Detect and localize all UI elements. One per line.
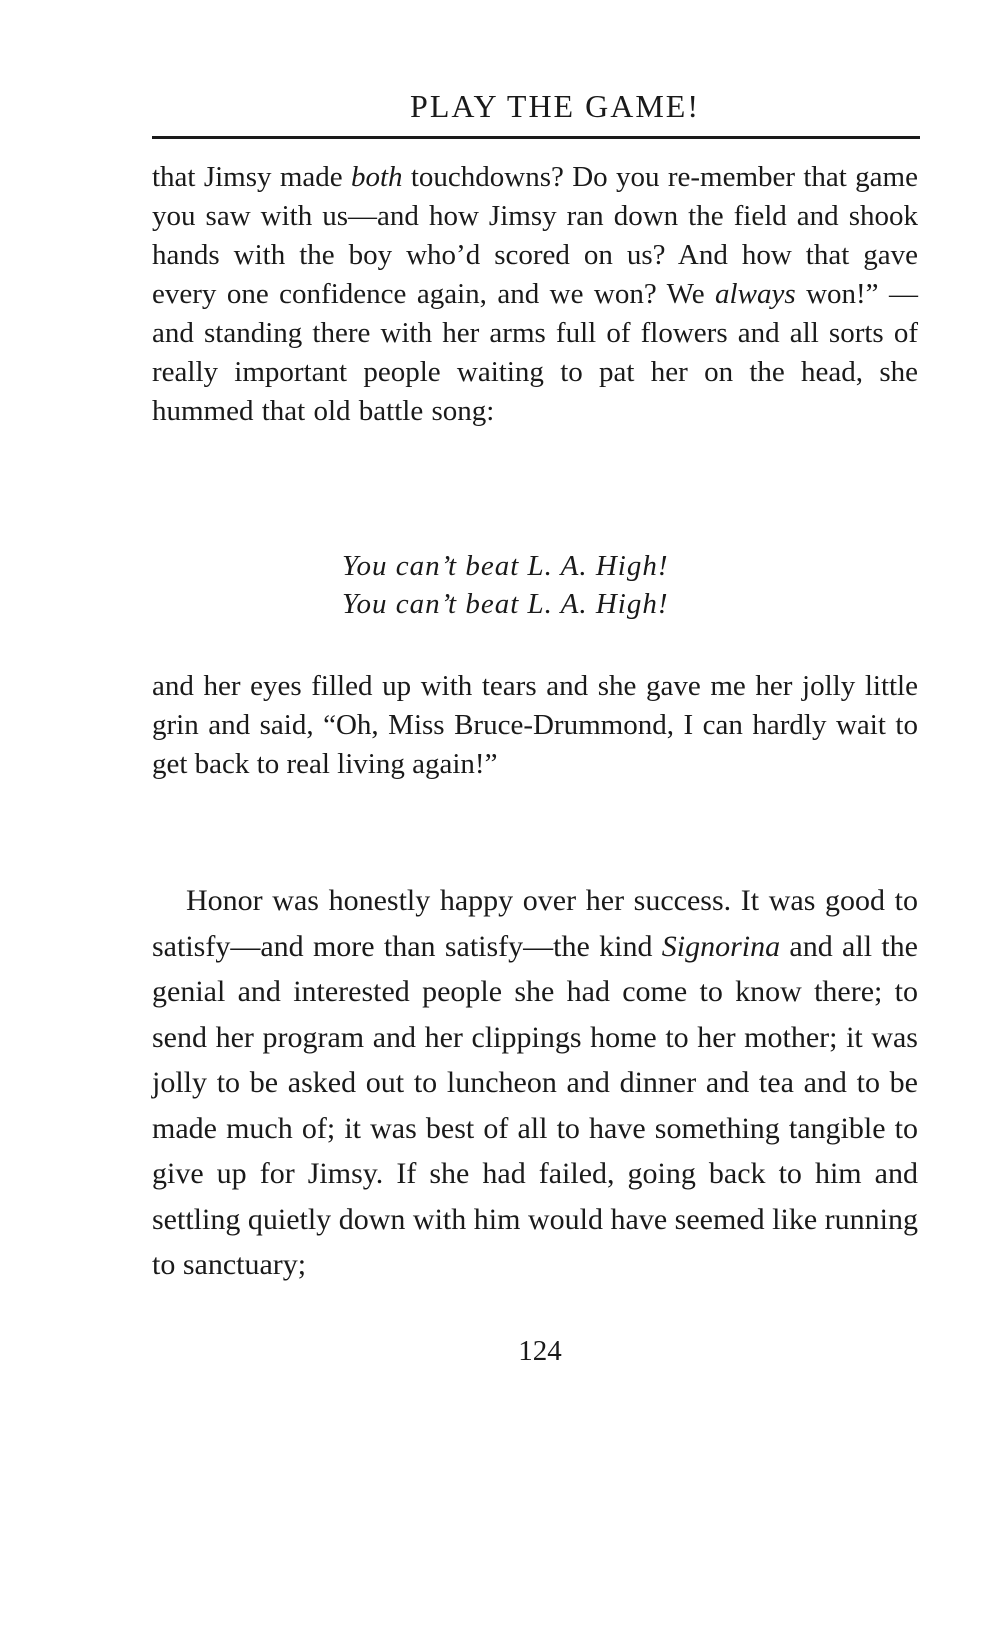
text-run: Honor was honestly happy over her success. It was good to satisfy—and more than satisfy—the kind bbox=[152, 884, 918, 963]
running-head: PLAY THE GAME! bbox=[410, 88, 700, 124]
text-run: that Jimsy made bbox=[152, 161, 351, 193]
paragraph-quote-continuation bbox=[152, 158, 918, 431]
emphasis-both: both bbox=[350, 161, 403, 193]
verse-line: You can’t beat L. A. High! bbox=[342, 588, 669, 620]
page-number: 124 bbox=[518, 1335, 562, 1367]
song-verse bbox=[342, 547, 669, 623]
emphasis-signorina: Signorina bbox=[661, 929, 781, 963]
text-run: won!” —and standing there with her arms full of flowers and all sorts of really important people waiting to pat her on the head, she hummed that old battle song: bbox=[152, 278, 918, 427]
paragraph-honor bbox=[152, 878, 918, 1288]
header-rule bbox=[152, 136, 920, 139]
text-run: touchdowns? Do you re-member that game you saw with us—and how Jimsy ran down the field and shook hands with the boy who’d scored on us? And how that gave every one confidence again, and we won? We bbox=[152, 161, 918, 310]
emphasis-always: always bbox=[715, 278, 796, 310]
text-run: and all the genial and interested people she had come to know there; to send her program and her clippings home to her mother; it was jolly to be asked out to luncheon and dinner and tea and to be made much of; it was best of all to have something tangible to give up for Jimsy. If she had failed, going back to him and settling quietly down with him would have seemed like running to sanctuary; bbox=[152, 929, 918, 1281]
paragraph-quote-end: and her eyes filled up with tears and she gave me her jolly little grin and said, “Oh, Miss Bruce-Drummond, I can hardly wait to get back to real living again!” bbox=[152, 670, 918, 780]
verse-line: You can’t beat L. A. High! bbox=[342, 550, 669, 582]
